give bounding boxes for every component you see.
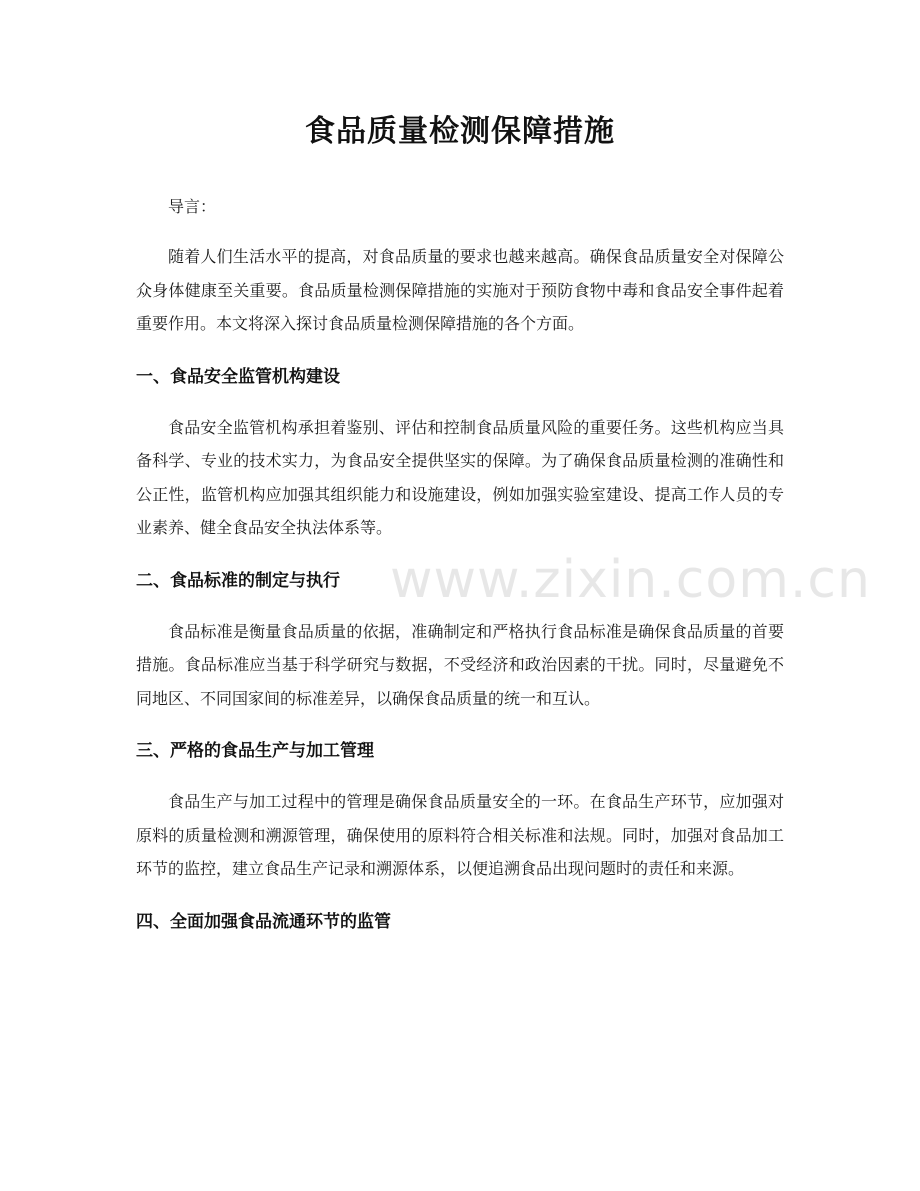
section-paragraph-2: 食品标准是衡量食品质量的依据，准确制定和严格执行食品标准是确保食品质量的首要措施。食品标准应当基于科学研究与数据，不受经济和政治因素的干扰。同时，尽量避免不同地区、不同国家间的标准差异，以确保食品质量的统一和互认。 [136,621,784,708]
document-title: 食品质量检测保障措施 [305,114,615,149]
section-heading-3: 三、严格的食品生产与加工管理 [136,741,374,761]
document-body [136,104,784,939]
intro-paragraph: 随着人们生活水平的提高，对食品质量的要求也越来越高。确保食品质量安全对保障公众身体健康至关重要。食品质量检测保障措施的实施对于预防食物中毒和食品安全事件起着重要作用。本文将深入探讨食品质量检测保障措施的各个方面。 [136,247,784,333]
intro-label: 导言： [168,197,217,216]
section-heading-4: 四、全面加强食品流通环节的监管 [136,911,391,932]
watermark: www.zixin.com.cn [390,550,871,610]
section-heading-2: 二、食品标准的制定与执行 [136,570,340,591]
section-paragraph-1: 食品安全监管机构承担着鉴别、评估和控制食品质量风险的重要任务。这些机构应当具备科学、专业的技术实力，为食品安全提供坚实的保障。为了确保食品质量检测的准确性和公正性，监管机构应加强其组织能力和设施建设，例如加强实验室建设、提高工作人员的专业素养、健全食品安全执法体系等。 [136,417,784,537]
section-heading-1: 一、食品安全监管机构建设 [136,366,340,387]
section-paragraph-3: 食品生产与加工过程中的管理是确保食品质量安全的一环。在食品生产环节，应加强对原料的质量检测和溯源管理，确保使用的原料符合相关标准和法规。同时，加强对食品加工环节的监控，建立食品生产记录和溯源体系，以便追溯食品出现问题时的责任和来源。 [136,792,784,878]
